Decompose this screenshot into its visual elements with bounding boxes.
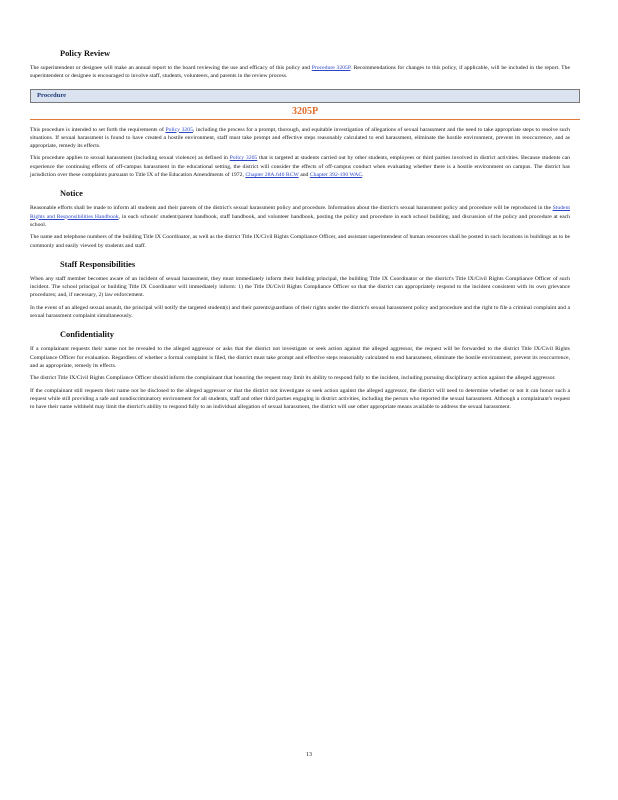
staff-paragraph-2: In the event of an alleged sexual assault, the principal will notify the targeted student(s) and their parents/guardians of their rights under the district's sexual harassment policy and procedure and the right to file a criminal complaint and a sexual harassment complaint simultaneously. [30, 304, 570, 320]
intro-p2-text-a: This procedure applies to sexual harassment (including sexual violence) as defined in [30, 155, 230, 162]
procedure-code-title: 3205P [291, 105, 319, 117]
confidentiality-paragraph-3: If the complainant still requests their name not be disclosed to the alleged aggressor or that the district not investigate or seek action against the alleged aggressor, the district will need to determine whether or not it can honor such a request while still providing a safe and nondiscriminatory environment for all students, staff and other third parties engaging in district activities, including the person who reported the sexual harassment. Although a complainant's request to have their name withheld may limit the district's ability to respond fully to an individual allegation of sexual harassment, the district will use other appropriate means available to address the sexual harassment. [30, 387, 570, 411]
intro-p1-text-b: , including the process for a prompt, thorough, and equitable investigation of allegations of sexual harassment and the need to take appropriate steps to resolve such situations. If sexual harassment is found to have created a hostile environment, staff must take prompt and effective steps reasonably calculated to end harassment, eliminate the hostile environment, prevent its reoccurrence, and as appropriate, remedy its effects. [30, 126, 570, 150]
notice-heading: Notice [60, 189, 83, 199]
intro-paragraph-1 [30, 126, 570, 151]
wac-chapter-link[interactable]: Chapter 392-190 WAC [309, 172, 363, 179]
notice-paragraph-1 [30, 204, 570, 229]
policy-review-text-2: . Recommendations for changes to this policy, if applicable, will be included in the report. The superintendent or designee is encouraged to involve staff, students, volunteers, and parents in the review process. [30, 65, 570, 80]
student-handbook-link[interactable]: Student Rights and Responsibilities Handbook [30, 205, 570, 220]
policy-review-text-1: The superintendent or designee will make an annual report to the board reviewing the use and efficacy of this policy and [30, 65, 312, 71]
page-number: 13 [306, 752, 312, 758]
confidentiality-paragraph-2: The district Title IX/Civil Rights Compliance Officer should inform the complainant that honoring the request may limit its ability to respond fully to the incident, including pursuing disciplinary action against the alleged aggressor. [30, 375, 556, 382]
procedure-bar: Procedure [30, 89, 580, 103]
intro-p2-text-b: that is targeted at students carried out by other students, employees or third parties involved in district activities. Because students can experience the continuing effects of off-campus harassment in the educational setting, the district will consider the effects of off-campus conduct when evaluating whether there is a hostile environment on campus. The district has jurisdiction over these complaints pursuant to Title IX of the Education Amendments of 1972, [30, 155, 571, 179]
confidentiality-paragraph-1: If a complainant requests their name not be revealed to the alleged aggressor or asks that the district not investigate or seek action against the alleged aggressor, the request will be forwarded to the district Title IX/Civil Rights Compliance Officer for evaluation. Regardless of whether a formal complaint is filed, the district must take prompt and effective steps reasonably calculated to end harassment, eliminate the hostile environment, prevent its reoccurrence, and as appropriate, remedy its effects. [30, 346, 570, 369]
policy-review-heading: Policy Review [60, 49, 111, 58]
intro-p2-text-d: . [362, 172, 364, 179]
intro-p2-text-c: and [298, 172, 310, 179]
page-content [30, 48, 570, 411]
policy-review-paragraph [30, 64, 570, 81]
policy-3205-link-2[interactable]: Policy 3205 [229, 155, 258, 162]
notice-paragraph-2: The name and telephone numbers of the building Title IX Coordinator, as well as the district Title IX/Civil Rights Compliance Officer, and assistant superintendent of human resources shall be posted in such locations in buildings as to be commonly and easily viewed by students and staff. [30, 234, 570, 249]
notice-p1-text-a: Reasonable efforts shall be made to inform all students and their parents of the district's sexual harassment policy and procedure. Information about the district's sexual harassment policy and procedure will be reproduced in the [30, 205, 553, 212]
rcw-chapter-link[interactable]: Chapter 28A.640 RCW [245, 172, 299, 179]
orange-divider [30, 119, 580, 120]
intro-p1-text-a: This procedure is intended to set forth the requirements of [30, 126, 166, 133]
procedure-3205p-link[interactable]: Procedure 3205P [311, 65, 351, 71]
confidentiality-heading: Confidentiality [60, 330, 114, 340]
intro-paragraph-2 [30, 154, 570, 179]
staff-paragraph-1: When any staff member becomes aware of an incident of sexual harassment, they must immediately inform their building principal, the building Title IX Coordinator or the district's Title IX/Civil Rights Compliance Officer of such incident. The school principal or building Title IX Coordinator will immediately inform: 1) the Title IX/Civil Rights Compliance Officer so that the district can appropriately respond to the incident consistent with its own grievance procedures; and, if necessary, 2) law enforcement. [30, 275, 570, 299]
notice-p1-text-b: , in each schools' student/parent handbook, staff handbook, and volunteer handbook, posting the policy and procedure in each school building, and discussion of the policy and procedure at each school. [30, 213, 570, 228]
staff-responsibilities-heading: Staff Responsibilities [60, 259, 136, 269]
policy-3205-link[interactable]: Policy 3205 [165, 126, 193, 133]
